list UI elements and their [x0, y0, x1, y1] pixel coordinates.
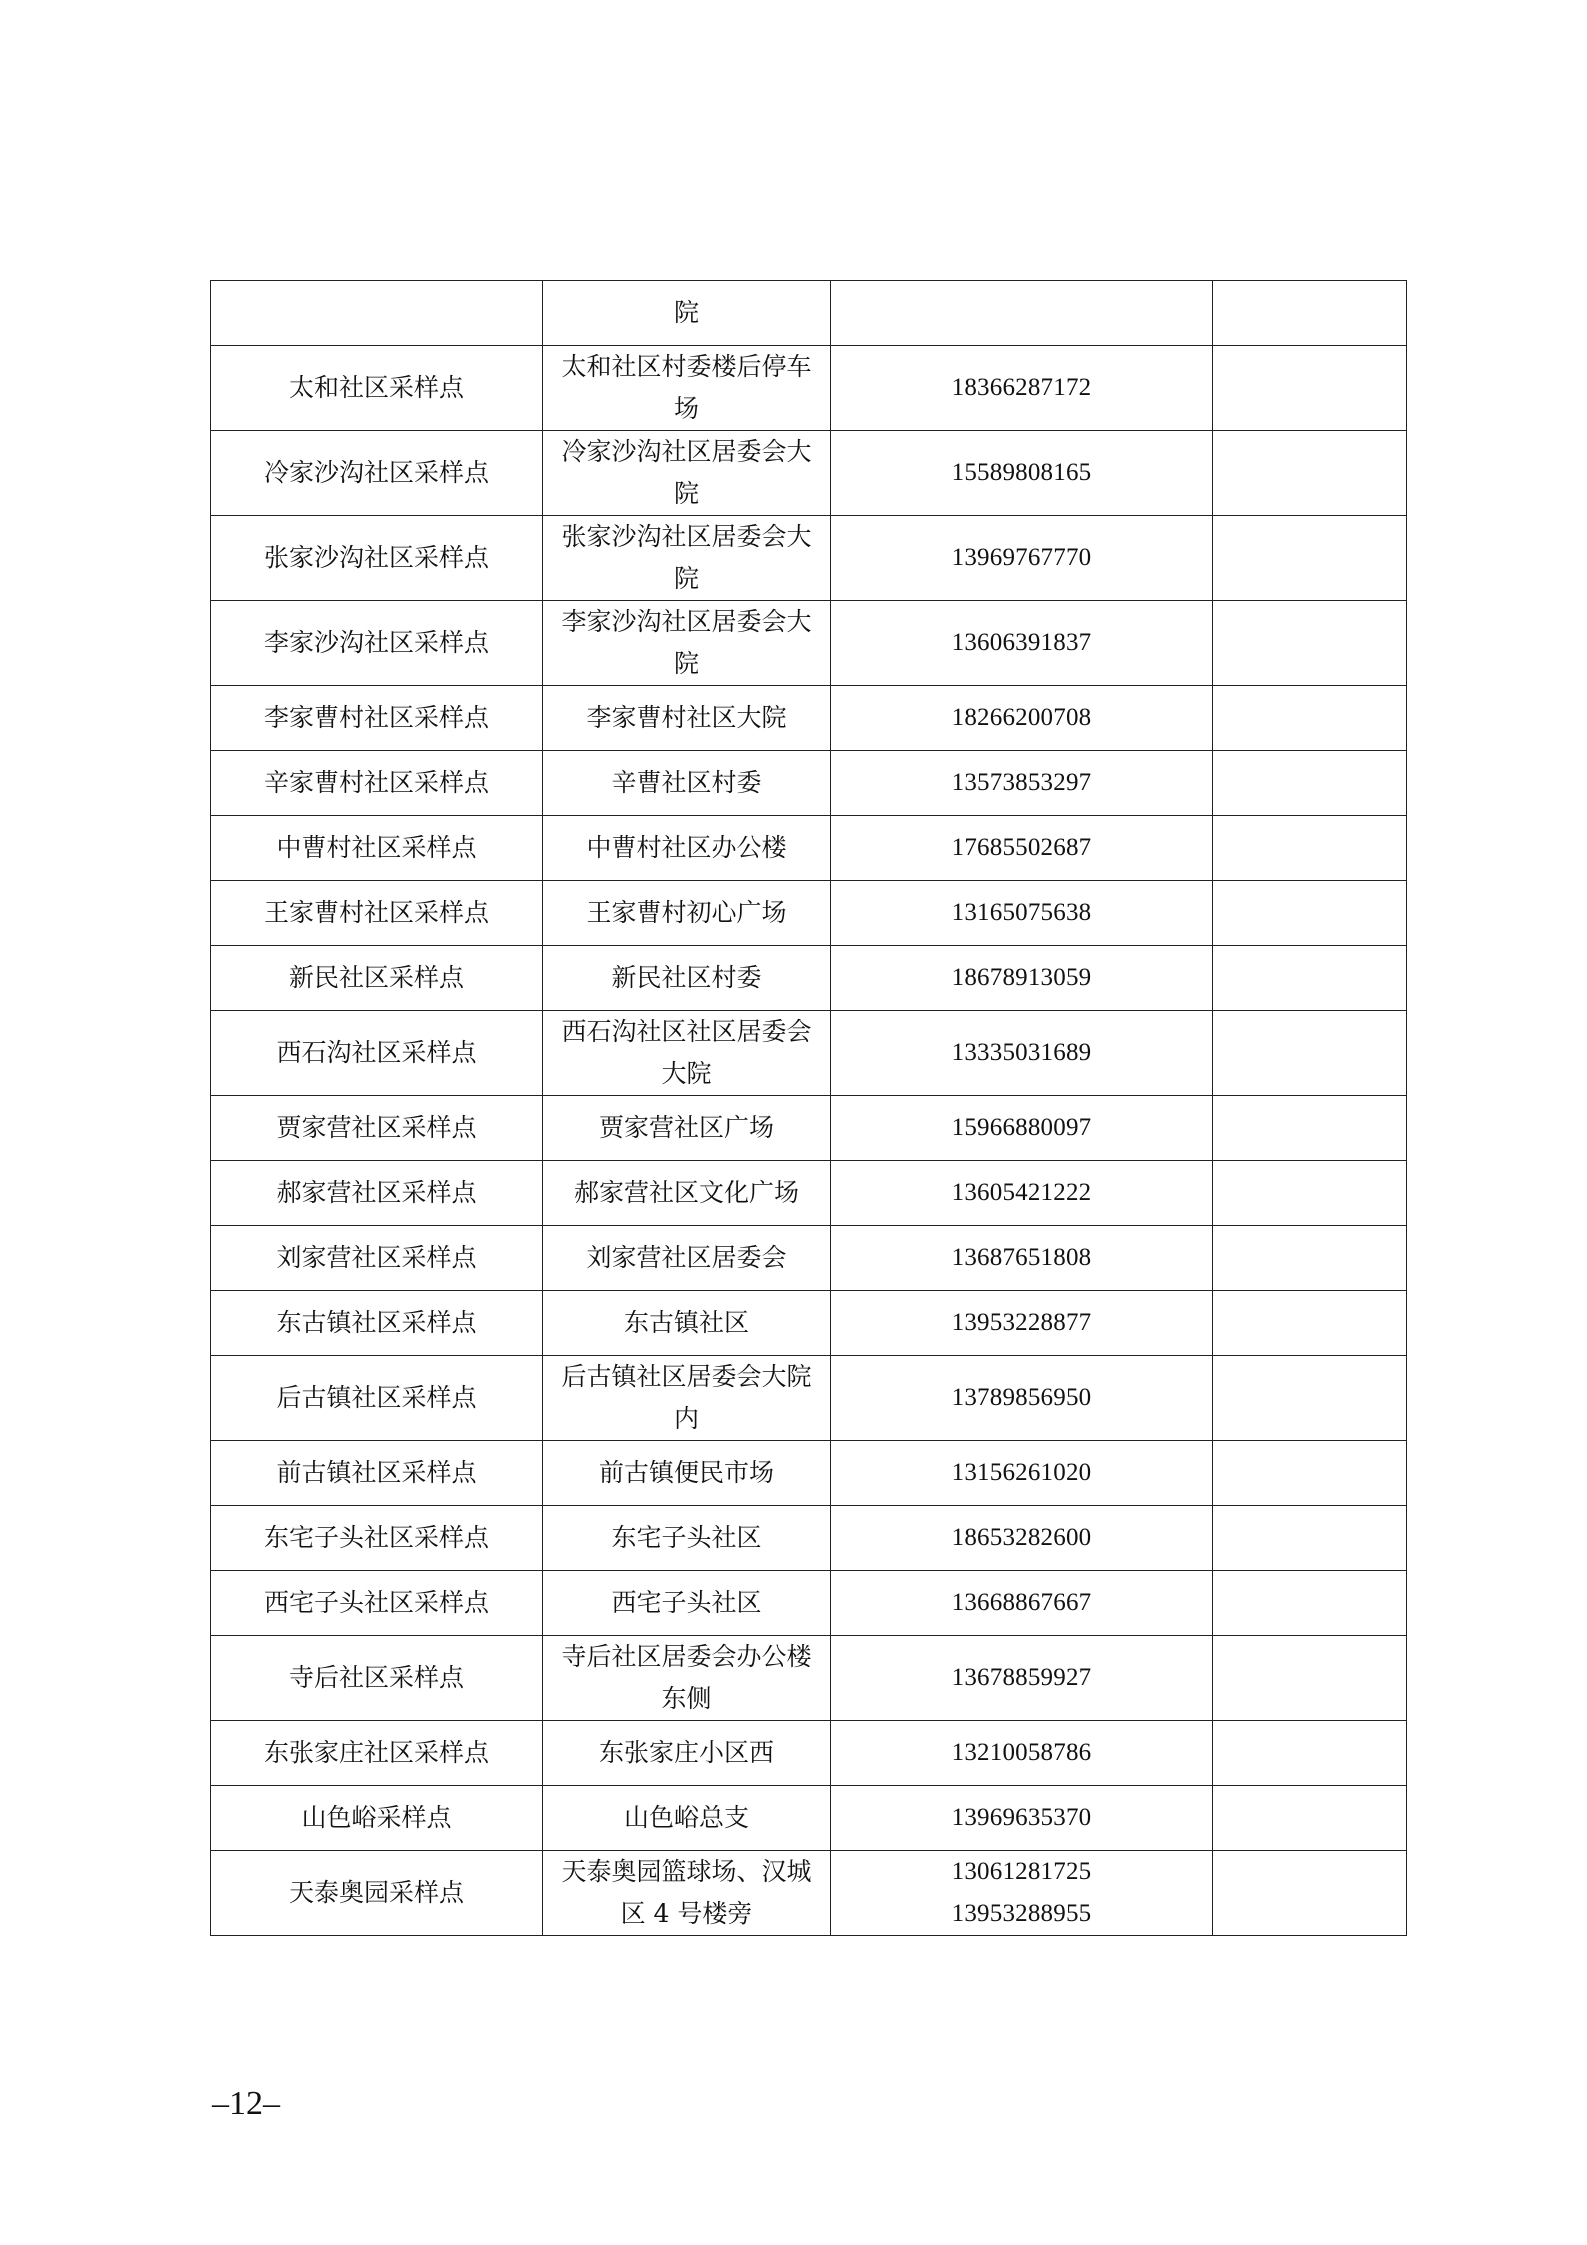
- phone-cell: [831, 281, 1213, 346]
- note-cell: [1213, 1096, 1407, 1161]
- phone-number: 18266200708: [951, 704, 1092, 731]
- page-number: –12–: [212, 2085, 280, 2122]
- site-name-cell: 太和社区采样点: [211, 346, 543, 431]
- phone-number: 13165075638: [951, 899, 1092, 926]
- table-row: [211, 1786, 1407, 1851]
- note-cell: [1213, 1011, 1407, 1096]
- address-cell: 西石沟社区社区居委会大院: [543, 1011, 831, 1096]
- table-row: [211, 346, 1407, 431]
- note-cell: [1213, 1226, 1407, 1291]
- phone-cell: [831, 431, 1213, 516]
- address-cell: 张家沙沟社区居委会大院: [543, 516, 831, 601]
- address-cell: 后古镇社区居委会大院内: [543, 1356, 831, 1441]
- table-row: [211, 1721, 1407, 1786]
- phone-number: 13953288955: [951, 1900, 1092, 1927]
- site-name-cell: 冷家沙沟社区采样点: [211, 431, 543, 516]
- phone-number: 13969635370: [951, 1804, 1092, 1831]
- table-row: [211, 1226, 1407, 1291]
- phone-cell: [831, 346, 1213, 431]
- note-cell: [1213, 751, 1407, 816]
- address-cell: 李家曹村社区大院: [543, 686, 831, 751]
- site-name-cell: 东古镇社区采样点: [211, 1291, 543, 1356]
- phone-cell: [831, 1571, 1213, 1636]
- table-row: [211, 601, 1407, 686]
- phone-number: 15966880097: [951, 1114, 1092, 1141]
- address-cell: 郝家营社区文化广场: [543, 1161, 831, 1226]
- address-cell: 西宅子头社区: [543, 1571, 831, 1636]
- site-name-cell: 郝家营社区采样点: [211, 1161, 543, 1226]
- note-cell: [1213, 1506, 1407, 1571]
- site-name-cell: 刘家营社区采样点: [211, 1226, 543, 1291]
- table-row: [211, 1851, 1407, 1936]
- phone-cell: [831, 816, 1213, 881]
- phone-cell: [831, 1506, 1213, 1571]
- note-cell: [1213, 601, 1407, 686]
- table-row: [211, 1441, 1407, 1506]
- phone-cell: [831, 881, 1213, 946]
- table-row: [211, 1506, 1407, 1571]
- table-row: [211, 751, 1407, 816]
- phone-number: 13678859927: [951, 1664, 1092, 1691]
- phone-number: 13335031689: [951, 1039, 1092, 1066]
- site-name-cell: 天泰奥园采样点: [211, 1851, 543, 1936]
- site-name-cell: 东宅子头社区采样点: [211, 1506, 543, 1571]
- phone-cell: [831, 1226, 1213, 1291]
- site-name-cell: 张家沙沟社区采样点: [211, 516, 543, 601]
- note-cell: [1213, 816, 1407, 881]
- address-cell: 李家沙沟社区居委会大院: [543, 601, 831, 686]
- phone-number: 13953228877: [951, 1309, 1092, 1336]
- phone-number: 18366287172: [951, 374, 1092, 401]
- phone-number: 13210058786: [951, 1739, 1092, 1766]
- table-row: [211, 816, 1407, 881]
- phone-number: 18653282600: [951, 1524, 1092, 1551]
- phone-cell: [831, 686, 1213, 751]
- site-name-cell: 贾家营社区采样点: [211, 1096, 543, 1161]
- phone-cell: [831, 1356, 1213, 1441]
- table-row: [211, 1096, 1407, 1161]
- phone-number: 13969767770: [951, 544, 1092, 571]
- phone-cell: [831, 1291, 1213, 1356]
- phone-cell: [831, 1721, 1213, 1786]
- phone-cell: [831, 1786, 1213, 1851]
- note-cell: [1213, 431, 1407, 516]
- site-name-cell: 后古镇社区采样点: [211, 1356, 543, 1441]
- note-cell: [1213, 946, 1407, 1011]
- site-name-cell: 西石沟社区采样点: [211, 1011, 543, 1096]
- table-row: [211, 686, 1407, 751]
- phone-number: 13668867667: [951, 1589, 1092, 1616]
- note-cell: [1213, 346, 1407, 431]
- site-name-cell: 辛家曹村社区采样点: [211, 751, 543, 816]
- note-cell: [1213, 1441, 1407, 1506]
- table-row: [211, 516, 1407, 601]
- note-cell: [1213, 1636, 1407, 1721]
- phone-number: 13156261020: [951, 1459, 1092, 1486]
- note-cell: [1213, 281, 1407, 346]
- phone-cell: [831, 601, 1213, 686]
- phone-cell: [831, 1011, 1213, 1096]
- table-row: [211, 881, 1407, 946]
- address-cell: 刘家营社区居委会: [543, 1226, 831, 1291]
- address-cell: 院: [543, 281, 831, 346]
- table-row: [211, 1291, 1407, 1356]
- phone-cell: [831, 516, 1213, 601]
- phone-number: 13687651808: [951, 1244, 1092, 1271]
- sampling-sites-table: [210, 280, 1407, 1936]
- phone-cell: [831, 1851, 1213, 1936]
- address-cell: 贾家营社区广场: [543, 1096, 831, 1161]
- note-cell: [1213, 516, 1407, 601]
- site-name-cell: 新民社区采样点: [211, 946, 543, 1011]
- site-name-cell: 前古镇社区采样点: [211, 1441, 543, 1506]
- address-cell: 前古镇便民市场: [543, 1441, 831, 1506]
- note-cell: [1213, 686, 1407, 751]
- phone-number: 15589808165: [951, 459, 1092, 486]
- site-name-cell: 西宅子头社区采样点: [211, 1571, 543, 1636]
- table-row: [211, 1356, 1407, 1441]
- site-name-cell: 寺后社区采样点: [211, 1636, 543, 1721]
- note-cell: [1213, 1356, 1407, 1441]
- address-cell: 太和社区村委楼后停车场: [543, 346, 831, 431]
- phone-number: 13605421222: [951, 1179, 1092, 1206]
- table-row: [211, 946, 1407, 1011]
- note-cell: [1213, 1161, 1407, 1226]
- phone-number: 18678913059: [951, 964, 1092, 991]
- phone-number: 13061281725: [951, 1858, 1092, 1885]
- address-cell: 天泰奥园篮球场、汉城区 4 号楼旁: [543, 1851, 831, 1936]
- table-row: [211, 1571, 1407, 1636]
- address-cell: 王家曹村初心广场: [543, 881, 831, 946]
- address-cell: 东古镇社区: [543, 1291, 831, 1356]
- table-body: [211, 281, 1407, 1936]
- address-cell: 辛曹社区村委: [543, 751, 831, 816]
- phone-number: 13606391837: [951, 629, 1092, 656]
- phone-number: 17685502687: [951, 834, 1092, 861]
- phone-cell: [831, 1441, 1213, 1506]
- phone-cell: [831, 1161, 1213, 1226]
- site-name-cell: 李家曹村社区采样点: [211, 686, 543, 751]
- phone-cell: [831, 1096, 1213, 1161]
- note-cell: [1213, 1786, 1407, 1851]
- address-cell: 山色峪总支: [543, 1786, 831, 1851]
- phone-cell: [831, 946, 1213, 1011]
- note-cell: [1213, 1291, 1407, 1356]
- site-name-cell: 中曹村社区采样点: [211, 816, 543, 881]
- table-row: [211, 1636, 1407, 1721]
- phone-number: 13573853297: [951, 769, 1092, 796]
- phone-cell: [831, 1636, 1213, 1721]
- note-cell: [1213, 1851, 1407, 1936]
- table-row: [211, 431, 1407, 516]
- address-cell: 东宅子头社区: [543, 1506, 831, 1571]
- site-name-cell: 王家曹村社区采样点: [211, 881, 543, 946]
- address-cell: 新民社区村委: [543, 946, 831, 1011]
- address-cell: 冷家沙沟社区居委会大院: [543, 431, 831, 516]
- phone-number: 13789856950: [951, 1384, 1092, 1411]
- address-cell: 东张家庄小区西: [543, 1721, 831, 1786]
- table-row: [211, 281, 1407, 346]
- site-name-cell: [211, 281, 543, 346]
- note-cell: [1213, 1571, 1407, 1636]
- note-cell: [1213, 881, 1407, 946]
- site-name-cell: 山色峪采样点: [211, 1786, 543, 1851]
- site-name-cell: 李家沙沟社区采样点: [211, 601, 543, 686]
- site-name-cell: 东张家庄社区采样点: [211, 1721, 543, 1786]
- phone-cell: [831, 751, 1213, 816]
- note-cell: [1213, 1721, 1407, 1786]
- address-cell: 中曹村社区办公楼: [543, 816, 831, 881]
- table-row: [211, 1161, 1407, 1226]
- address-cell: 寺后社区居委会办公楼东侧: [543, 1636, 831, 1721]
- table-row: [211, 1011, 1407, 1096]
